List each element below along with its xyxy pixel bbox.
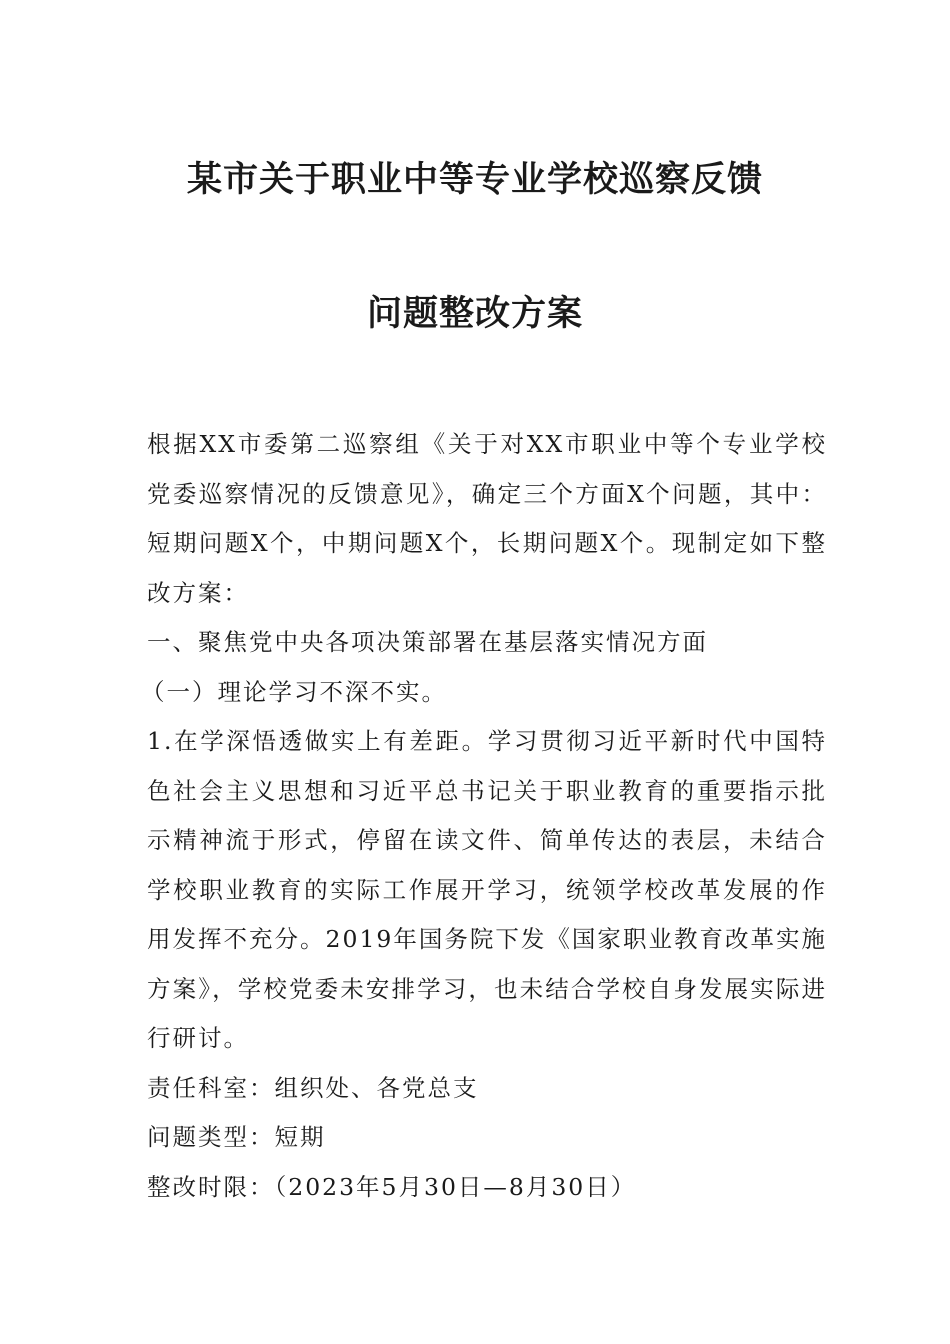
document-title-line-1: 某市关于职业中等专业学校巡察反馈: [186, 159, 763, 200]
item-1-paragraph: 1.在学深悟透做实上有差距。学习贯彻习近平新时代中国特色社会主义思想和习近平总书记关于职业教育的重要指示批示精神流于形式，停留在读文件、简单传达的表层，未结合学校职业教育的实际工作展开学习，统领学校改革发展的作用发挥不充分。2019年国务院下发《国家职业教育改革实施方案》，学校党委未安排学习，也未结合学校自身发展实际进行研讨。: [147, 727, 827, 1052]
document-body: [141, 420, 827, 1212]
problem-type: 问题类型：短期: [147, 1123, 326, 1151]
responsible-department: 责任科室：组织处、各党总支: [147, 1073, 479, 1102]
intro-paragraph: 根据XX市委第二巡察组《关于对XX市职业中等个专业学校党委巡察情况的反馈意见》，确定三个方面X个问题，其中：短期问题X个，中期问题X个，长期问题X个。现制定如下整改方案：: [147, 430, 827, 607]
document-title-line-2: 问题整改方案: [366, 293, 583, 334]
subsection-heading-1: （一）理论学习不深不实。: [141, 677, 447, 706]
rectification-deadline: 整改时限：（2023年5月30日—8月30日）: [147, 1172, 637, 1201]
section-heading-1: 一、聚焦党中央各项决策部署在基层落实情况方面: [147, 628, 708, 656]
